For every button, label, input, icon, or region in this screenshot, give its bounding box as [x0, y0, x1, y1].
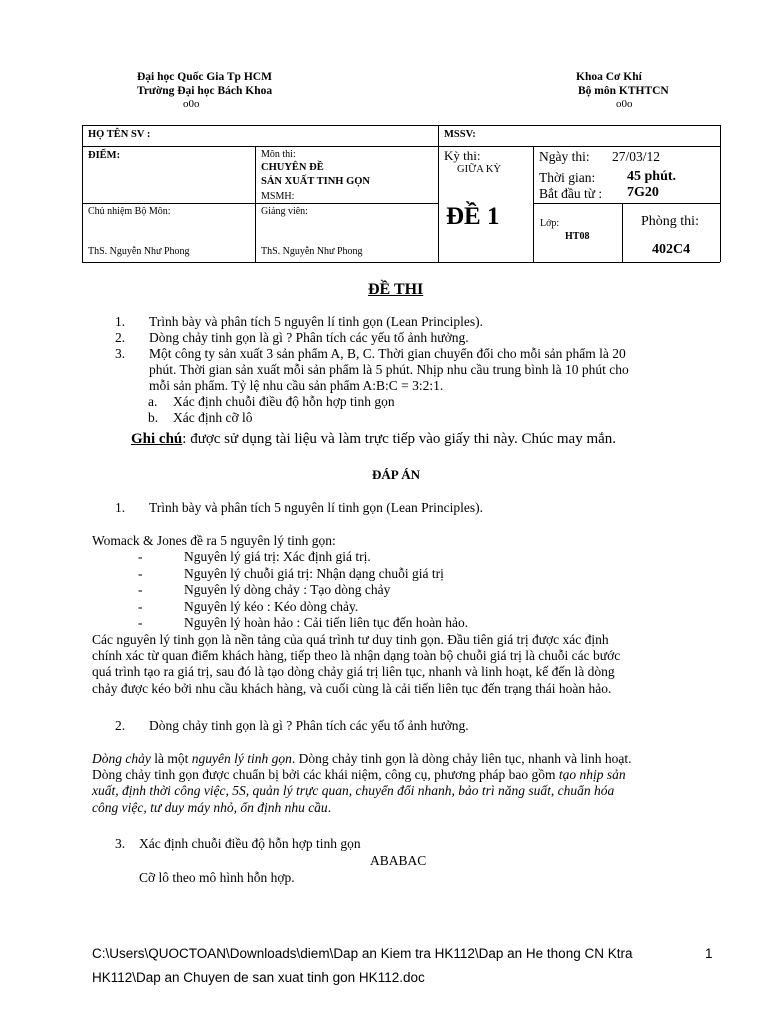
- answer-3-heading: [115, 836, 361, 852]
- faculty-name: Khoa Cơ Khí: [576, 71, 642, 83]
- exam-code: ĐỀ 1: [446, 203, 500, 230]
- answer-number: 1.: [115, 500, 126, 515]
- answer-1-paragraph: [92, 632, 732, 697]
- duration-label: Thời gian:: [539, 170, 596, 185]
- lecturer-label: Giảng viên:: [261, 206, 308, 217]
- department-head-label: Chủ nhiệm Bộ Môn:: [88, 206, 171, 217]
- list-item-text: Nguyên lý dòng chảy : Tạo dòng chảy: [184, 582, 391, 597]
- question-3: [115, 346, 735, 394]
- exam-room-label: Phòng thi:: [641, 214, 699, 229]
- list-item-text: Nguyên lý giá trị: Xác định giá trị.: [184, 549, 371, 564]
- lecturer-name: ThS. Nguyễn Như Phong: [261, 246, 363, 257]
- list-item-text: Nguyên lý kéo : Kéo dòng chảy.: [184, 598, 359, 614]
- answer-heading-text: Trình bày và phân tích 5 nguyên lí tinh gọn (Lean Principles).: [149, 500, 483, 515]
- answer-number: 2.: [115, 718, 126, 733]
- subject-label: Môn thi:: [261, 149, 296, 160]
- dash-bullet: -: [138, 598, 143, 614]
- list-item: [138, 615, 698, 632]
- question-text-line: mỗi sản phẩm. Tỷ lệ nhu cầu sản phẩm A:B:C = 3:2:1.: [149, 378, 444, 393]
- school-name: Trường Đại học Bách Khoa: [137, 85, 273, 97]
- department-head-name: ThS. Nguyễn Như Phong: [88, 246, 190, 257]
- answer-1-heading: [115, 500, 483, 516]
- question-text-line: phút. Thời gian sản xuất mỗi sản phẩm là 5 phút. Nhịp nhu cầu trung bình là 10 phút cho: [149, 362, 629, 377]
- exam-period-value: GIỮA KỲ: [457, 164, 502, 175]
- note-text: : được sử dụng tài liệu và làm trực tiếp vào giấy thi này. Chúc may mắn.: [182, 431, 617, 447]
- student-id-label: MSSV:: [444, 129, 476, 140]
- answer-1-intro: Womack & Jones đề ra 5 nguyên lý tinh gọn:: [92, 533, 336, 548]
- list-item-text: Nguyên lý chuỗi giá trị: Nhận dạng chuỗi giá trị: [184, 565, 444, 581]
- exam-date-value: 27/03/12: [612, 149, 661, 164]
- list-item: [138, 549, 698, 566]
- class-value: HT08: [565, 231, 590, 242]
- start-time-label: Bắt đầu từ :: [539, 186, 603, 201]
- question-2: [115, 330, 735, 346]
- schedule-sequence: ABABAC: [370, 853, 427, 868]
- question-number: 3.: [115, 346, 126, 361]
- file-path-line: HK112\Dap an Chuyen de san xuat tinh gon HK112.doc: [92, 970, 425, 985]
- paragraph-line: Dòng chảy là một nguyên lý tinh gọn. Dòng chảy tinh gọn là dòng chảy liên tục, nhanh và linh hoạt.: [92, 751, 632, 766]
- class-label: Lớp:: [540, 218, 560, 229]
- subquestion-letter: b.: [148, 410, 159, 425]
- paragraph-line: xuất, định thời công việc, 5S, quản lý trực quan, chuyển đổi nhanh, bảo trì năng suất, chuẩn hóa: [92, 783, 615, 799]
- msmh-label: MSMH:: [261, 191, 295, 202]
- exam-title: ĐỀ THI: [368, 281, 424, 298]
- question-text: Trình bày và phân tích 5 nguyên lí tinh gọn (Lean Principles).: [149, 314, 483, 329]
- start-time-value: 7G20: [627, 185, 659, 200]
- paragraph-line: chính xác từ quan điểm khách hàng, tiếp theo là nhận dạng toàn bộ chuỗi giá trị là chuỗi các bước: [92, 648, 621, 664]
- exam-date-label: Ngày thi:: [539, 149, 590, 164]
- left-ornament: o0o: [183, 98, 200, 110]
- subject-line-1: CHUYÊN ĐỀ: [261, 162, 324, 173]
- file-path-line: C:\Users\QUOCTOAN\Downloads\diem\Dap an Kiem tra HK112\Dap an He thong CN Ktra: [92, 946, 633, 961]
- university-name: Đại học Quốc Gia Tp HCM: [137, 71, 272, 83]
- subject-line-2: SẢN XUẤT TINH GỌN: [261, 176, 371, 187]
- lean-principles-list: [138, 549, 698, 632]
- note-label: Ghi chú: [131, 431, 183, 447]
- dash-bullet: -: [138, 615, 143, 630]
- answer-2-heading: [115, 718, 469, 734]
- paragraph-line: công việc, tư duy máy nhỏ, ổn định nhu cầu.: [92, 799, 332, 815]
- question-1: [115, 314, 735, 330]
- exam-note: [131, 431, 616, 448]
- question-text-line: Một công ty sản xuất 3 sản phẩm A, B, C. Thời gian chuyển đổi cho mỗi sản phẩm là 20: [149, 346, 626, 361]
- list-item: [138, 566, 698, 583]
- question-3a: [115, 394, 735, 410]
- paragraph-line: Các nguyên lý tinh gọn là nền tảng của quá trình tư duy tinh gọn. Đầu tiên giá trị được xác định: [92, 632, 609, 647]
- paragraph-line: chảy được kéo bởi nhu cầu khách hàng, và cuối cùng là cải tiến liên tục đến trạng thái hoàn hảo.: [92, 680, 612, 696]
- list-item-text: Nguyên lý hoàn hảo : Cải tiến liên tục đến hoàn hảo.: [184, 615, 469, 630]
- right-ornament: o0o: [616, 98, 633, 110]
- question-3b: [115, 410, 735, 426]
- answer-2-paragraph: [92, 751, 732, 816]
- page-number: 1: [705, 946, 713, 961]
- answer-number: 3.: [115, 836, 126, 851]
- subquestion-text: Xác định chuỗi điều độ hỗn hợp tinh gọn: [173, 394, 395, 409]
- subquestion-text: Xác định cỡ lô: [173, 410, 253, 425]
- paragraph-line: quá trình tạo ra giá trị, sau đó là tạo dòng chảy giá trị liên tục, nhanh và linh hoạt, kế đến là dòng: [92, 664, 615, 680]
- exam-period-label: Kỳ thi:: [444, 148, 481, 163]
- lot-size-answer: Cỡ lô theo mô hình hỗn hợp.: [139, 870, 295, 885]
- duration-value: 45 phút.: [627, 169, 677, 184]
- answers-title: ĐÁP ÁN: [372, 467, 421, 482]
- answer-heading-text: Dòng chảy tinh gọn là gì ? Phân tích các yếu tố ảnh hưởng.: [149, 718, 469, 733]
- student-name-label: HỌ TÊN SV :: [88, 129, 151, 140]
- list-item: [138, 582, 698, 599]
- question-number: 2.: [115, 330, 126, 345]
- dash-bullet: -: [138, 565, 143, 581]
- file-path-footer: [92, 942, 632, 990]
- question-number: 1.: [115, 314, 126, 329]
- answer-heading-text: Xác định chuỗi điều độ hỗn hợp tinh gọn: [139, 836, 361, 851]
- paragraph-line: Dòng chảy tinh gọn được chuẩn bị bởi các khái niệm, công cụ, phương pháp bao gồm tạo nhịp sản: [92, 767, 626, 783]
- question-text: Dòng chảy tinh gọn là gì ? Phân tích các yếu tố ảnh hưởng.: [149, 330, 469, 345]
- department-name: Bộ môn KTHTCN: [578, 85, 669, 97]
- exam-room-value: 402C4: [652, 242, 691, 257]
- dash-bullet: -: [138, 582, 143, 597]
- list-item: [138, 599, 698, 616]
- subquestion-letter: a.: [148, 394, 158, 409]
- exam-questions: [115, 314, 735, 426]
- score-label: ĐIỂM:: [88, 150, 121, 161]
- dash-bullet: -: [138, 549, 143, 564]
